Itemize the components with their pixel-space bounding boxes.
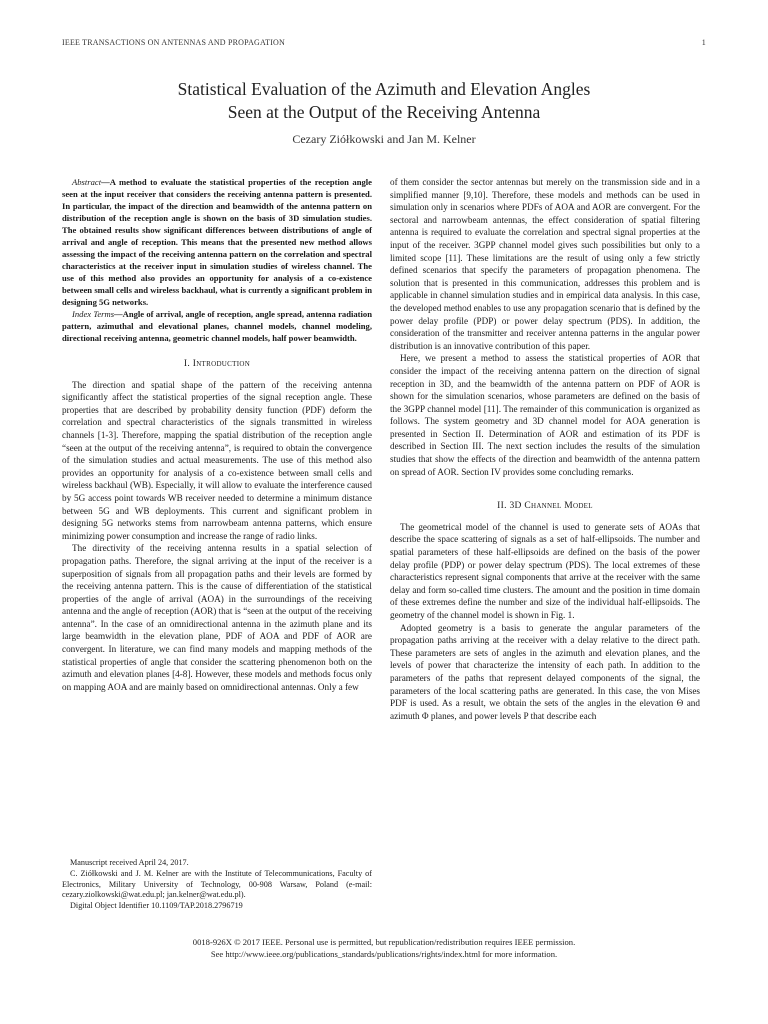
- abstract-lead: Abstract: [72, 177, 102, 187]
- intro-paragraph-4: Here, we present a method to assess the statistical properties of AOR that consider the impact of the receiving antenna pattern on the direction of signal reception in 3D, and the beamwidth of the antenna pattern on PDF of AOR is shown for the simulation scenarios, whose parameters are defined on the basis of the 3GPP channel model [11]. The remainder of this communication is organized as follows. The system geometry and 3D channel model for AOA generation is presented in Section II. Determination of AOR and estimation of its PDF is described in Section III. The next section includes the results of the simulation studies that show the effects of the direction and beamwidth of the antenna pattern on spread of AOR. Section IV provides some concluding remarks.: [390, 353, 700, 477]
- index-terms: [62, 308, 372, 344]
- page-number: 1: [701, 38, 706, 47]
- intro-paragraph-2: The directivity of the receiving antenna results in a spatial selection of propagation paths. Therefore, the signal arriving at the input of the receiver is a superposition of signals from all propagation paths and their levels are formed by the receiving antenna pattern. This is the cause of differentiation of the statistical properties of the angle of arrival (AOA) in the surroundings of the receiving antenna and the angle of reception (AOR) that is “seen at the output of the receiving antenna”. In the case of an omnidirectional antenna in the azimuth plane and its large beamwidth in the elevation plane, PDF of AOA and PDF of AOR are convergent. In literature, we can find many models and mapping methods of the statistical properties of angle that consider the scattering phenomenon both on the azimuth and elevation planes [4-8]. However, these models and methods focus only on mapping AOA and are mainly based on omnidirectional antennas. Only a few: [62, 543, 372, 692]
- footnote-received: Manuscript received April 24, 2017.: [70, 858, 189, 867]
- section-heading-introduction: I. Introduction: [183, 359, 251, 369]
- paper-title: [60, 78, 708, 124]
- footnote-affiliation: C. Ziółkowski and J. M. Kelner are with the Institute of Telecommunications, Faculty of Electronics, Military University of Technology, 00-908 Warsaw, Poland (e-mail: cezary.ziolkowski@wat.edu.pl; jan.kelner@wat.edu.pl).: [62, 868, 372, 900]
- copyright-line-2: See http://www.ieee.org/publications_standards/publications/rights/index.html for more information.: [210, 948, 558, 959]
- copyright-line-1: 0018-926X © 2017 IEEE. Personal use is permitted, but republication/redistribution requires IEEE permission.: [192, 937, 576, 947]
- footnotes: [62, 858, 372, 912]
- title-line-2: Seen at the Output of the Receiving Antenna: [227, 102, 541, 122]
- left-column: [62, 176, 372, 693]
- running-header: [62, 38, 706, 47]
- channel-paragraph-2: Adopted geometry is a basis to generate the angular parameters of the propagation paths arriving at the receiver with a delay relative to the direct path. These parameters are sets of angles in the azimuth and elevation planes, and the levels of power that characterize the intensity of each path. In addition to the parameters of the paths that represent delayed components of the signal, the parameters of the local scattering paths are generated. In this case, the von Mises PDF is used. As a result, we obtain the sets of the angles in the elevation Θ and azimuth Φ planes, and power levels P that describe each: [390, 622, 700, 721]
- index-terms-lead: Index Terms: [72, 309, 115, 319]
- abstract-text: —A method to evaluate the statistical properties of the reception angle seen at the input receiver that considers the receiving antenna pattern is presented. In particular, the impact of the direction and beamwidth of the antenna pattern on distribution of the reception angle is shown on the basis of 3D simulation studies. The obtained results show significant differences between distributions of angle of arrival and angle of reception. This means that the presented new method allows assessing the impact of the receiving antenna pattern on the correlation and spectral characteristics at the receiver input in simulation studies of wireless channel. The use of this method also provides an opportunity for analysis of a co-existence between small cells and wireless backhaul, what is currently a significant problem in designing 5G networks.: [62, 177, 372, 307]
- title-line-1: Statistical Evaluation of the Azimuth and Elevation Angles: [177, 79, 591, 99]
- channel-paragraph-1: The geometrical model of the channel is used to generate sets of AOAs that describe the space scattering of signals as a set of half-ellipsoids. The number and spatial parameters of these half-ellipsoids are defined on the basis of the power delay profile (PDP) or power delay spectrum (PDS). The local extremes of these characteristics represent signal components that arrive at the receiver with the same delay and form so-called time clusters. The amount and the position in time domain of these extremes define the number and size of the individual half-ellipsoids. The geometry of the channel model is shown in Fig. 1.: [390, 521, 700, 620]
- footnote-doi: Digital Object Identifier 10.1109/TAP.2018.2796719: [70, 901, 243, 911]
- intro-paragraph-3: of them consider the sector antennas but merely on the transmission side and in a simplified manner [9,10]. Therefore, these models and methods can be used in simulation only in scenarios where PDFs of AOA and AOR are convergent. For the sectoral and narrowbeam antennas, the effect consideration of spatial filtering antenna is required to evaluate the correlation and spectral signal properties at the input of the receiver. 3GPP channel model gives such possibilities but only to a limited scope [11]. These limitations are the result of using only a few strictly defined scenarios that specify the parameters of propagation phenomena. The solution that is presented in this communication, addresses this problem and is applicable in channel simulation studies and in empirical data analysis. In this case, the developed method enables to use any propagation scenario that is defined by the power delay profile (PDP) or power delay spectrum (PDS). In addition, the consideration of the transmitter and receiver antenna patterns in the angular power distribution is an innovative contribution of this paper.: [390, 177, 700, 351]
- section-heading-channel-model: II. 3D Channel Model: [497, 501, 593, 512]
- right-column: [390, 176, 700, 722]
- index-terms-text: —Angle of arrival, angle of reception, angle spread, antenna radiation pattern, azimuthal and elevational planes, channel models, channel modeling, directional receiving antenna, geometric channel models, half power beamwidth.: [62, 309, 372, 343]
- journal-name: IEEE TRANSACTIONS ON ANTENNAS AND PROPAGATION: [62, 38, 286, 47]
- abstract: [62, 176, 372, 308]
- intro-paragraph-1: The direction and spatial shape of the pattern of the receiving antenna significantly affect the statistical properties of the signal reception angle. These properties that are described by probability density function (PDF) deform the correlation and spectral characteristics of the signals transmitted in wireless channels [1-3]. Therefore, mapping the spatial distribution of the reception angle “seen at the output of the receiving antenna”, is required to obtain the convergence of the simulation studies and actual measurements. The use of this method also provides an opportunity for analysis of a co-existence between small cells and wireless backhaul (WB). Especially, it will allow to evaluate the interference caused by 5G access point towards WB receiver needed to determine a minimum distance between 5G and WB deployments. This current and significant problem in designing 5G networks stems from narrowbeam antenna patterns, which ensure minimizing power consumption and increase the range of radio links.: [62, 379, 372, 541]
- copyright-notice: [60, 937, 708, 960]
- author-list: Cezary Ziółkowski and Jan M. Kelner: [292, 132, 476, 146]
